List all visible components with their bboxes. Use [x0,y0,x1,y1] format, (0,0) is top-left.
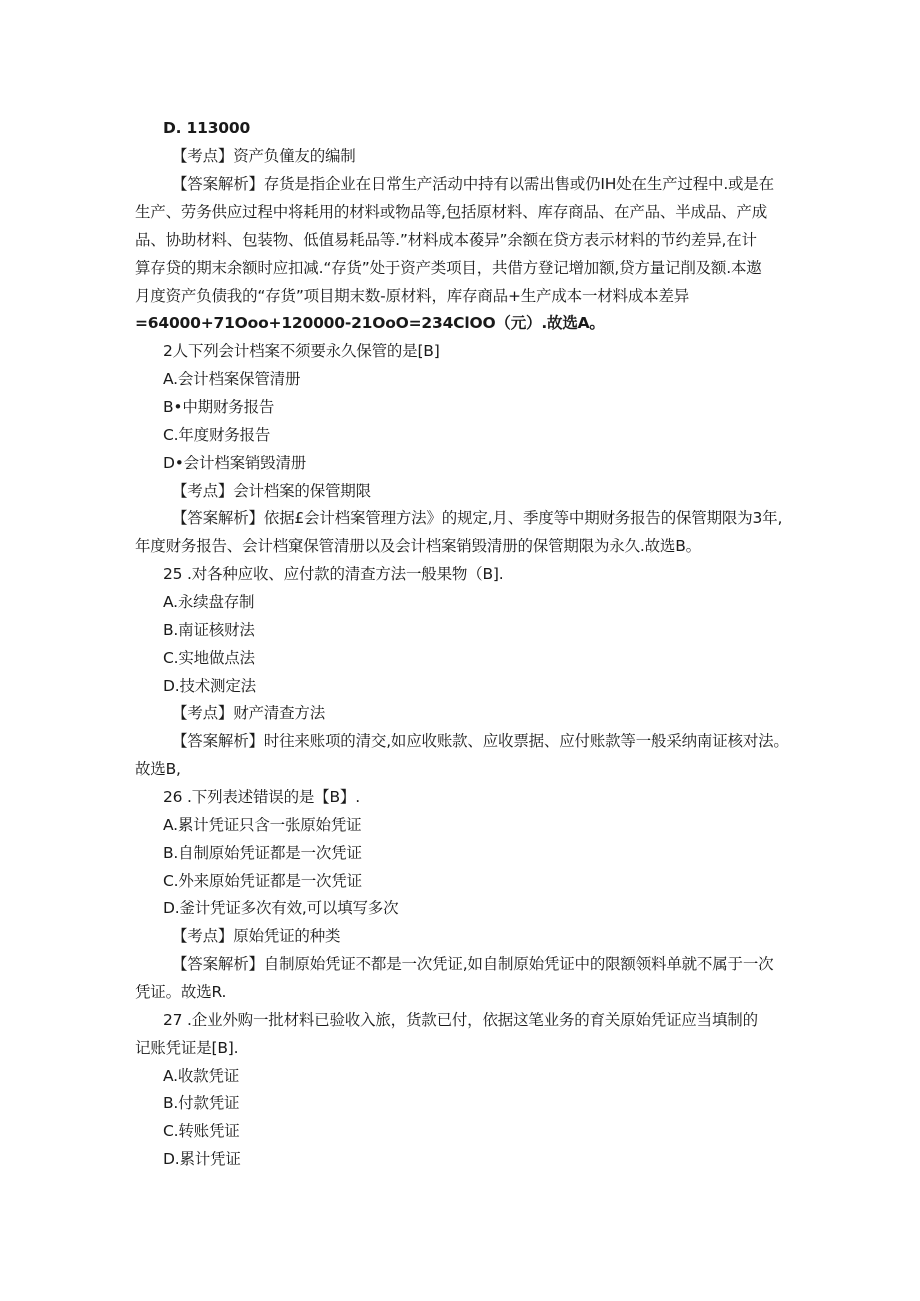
option-d-113000: D. 113000 [163,119,251,137]
analysis-line: 凭证。故选R. [135,983,227,1001]
analysis-line: 算存贷的期末余额时应扣减.“存货”处于资产类项目，共借方登记增加额,贷方量记削及额.本遨 [135,259,762,277]
option-b: B.南证核财法 [163,621,255,639]
analysis-line: 故选B, [135,760,181,778]
analysis-line: 品、协助材料、包装物、低值易耗品等.”材料成本葰异”余额在贷方表示材料的节约差异,在计 [135,231,757,249]
kaodian-heading: 【考点】原始凭证的种类 [172,927,341,945]
option-b: B•中期财务报告 [163,398,275,416]
option-c: C.转账凭证 [163,1122,240,1140]
analysis-line: 【答案解析】存货是指企业在日常生产活动中持有以需出售或仍IH处在生产过程中.或是在 [172,175,774,193]
question-26: 26 .下列表述错误的是【B】. [163,788,360,806]
option-a: A.累计凭证只含一张原始凭证 [163,816,362,834]
analysis-line: 【答案解析】时往来账项的清交,如应收账款、应收票据、应付账款等一般采纳南证核对法。 [172,732,789,750]
option-b: B.付款凭证 [163,1094,240,1112]
analysis-line: 年度财务报告、会计档窠保管清册以及会计档案销毁清册的保管期限为永久.故选B。 [135,537,701,555]
option-d: D•会计档案销毁清册 [163,454,307,472]
option-c: C.外来原始凭证都是一次凭证 [163,872,362,890]
question-25: 25 .对各种应收、应付款的清查方法一般果物（B]. [163,565,504,583]
option-a: A.收款凭证 [163,1067,240,1085]
analysis-formula: =64000+71Ooo+120000-21OoO=234ClOO（元）.故选A。 [135,314,605,332]
analysis-line: 【答案解析】依据£会计档案管理方法》的规定,月、季度等中期财务报告的保管期限为3年, [172,509,783,527]
kaodian-heading: 【考点】资产负僮友的编制 [172,147,356,165]
option-a: A.会计档案保管清册 [163,370,301,388]
analysis-line: 月度资产负债我的“存货”项目期末数-原材料，库存商品+生产成本一材料成本差异 [135,287,690,305]
analysis-line: 生产、劳务供应过程中将耗用的材料或物品等,包括原材料、库存商品、在产品、半成品、产成 [135,203,768,221]
kaodian-heading: 【考点】会计档案的保管期限 [172,482,371,500]
option-d: D.釜计凭证多次有效,可以填写多次 [163,899,399,917]
option-c: C.年度财务报告 [163,426,271,444]
option-c: C.实地做点法 [163,649,255,667]
question-27-continued: 记账凭证是[B]. [135,1039,239,1057]
analysis-line: 【答案解析】自制原始凭证不都是一次凭证,如自制原始凭证中的限额领料单就不属于一次 [172,955,774,973]
question-27: 27 .企业外购一批材料已验收入旅，货款已付，依据这笔业务的育关原始凭证应当填制的 [163,1011,758,1029]
option-a: A.永续盘存制 [163,593,255,611]
option-d: D.技术测定法 [163,677,256,695]
question-24: 2人下列会计档案不须要永久保管的是[B] [163,342,440,360]
option-b: B.自制原始凭证都是一次凭证 [163,844,362,862]
kaodian-heading: 【考点】财产清查方法 [172,704,326,722]
option-d: D.累计凭证 [163,1150,241,1168]
